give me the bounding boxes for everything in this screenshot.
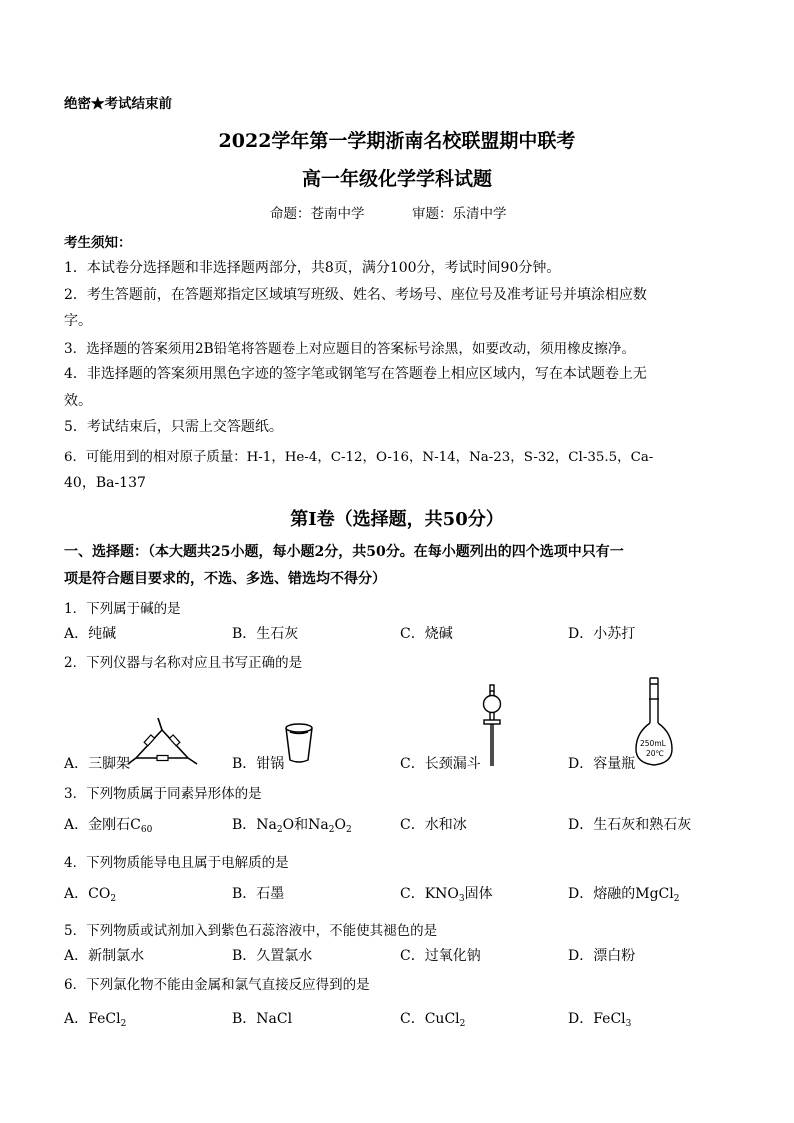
- option-a: A．新制氯水: [64, 948, 145, 964]
- option-d: D．熔融的MgCl$_2$: [568, 886, 680, 904]
- option-a: A．纯碱: [64, 626, 117, 642]
- section-title: 第Ⅰ卷（选择题，共50分）: [290, 509, 504, 530]
- option-c: C．长颈漏斗: [400, 756, 481, 772]
- option-d: D．FeCl$_3$: [568, 1011, 632, 1029]
- setter-label: 命题：苍南中学: [270, 206, 365, 222]
- notice-item: 4．非选择题的答案须用黑色字迹的签字笔或钢笔写在答题卷上相应区域内，写在本试题卷上无: [64, 366, 647, 382]
- question-stem: 1．下列属于碱的是: [64, 601, 181, 617]
- notice-heading: 考生须知：: [64, 235, 132, 251]
- option-b: B．NaCl: [232, 1011, 293, 1027]
- exam-subtitle: 高一年级化学学科试题: [301, 168, 492, 190]
- option-a: A．$CO_2$: [64, 886, 117, 904]
- notice-item: 效。: [64, 393, 92, 409]
- option-d: D．漂白粉: [568, 948, 636, 964]
- question-stem: 2．下列仪器与名称对应且书写正确的是: [64, 655, 303, 671]
- option-c: C．CuCl$_2$: [400, 1011, 466, 1029]
- option-c: C．烧碱: [400, 626, 453, 642]
- option-a: A．金刚石$C_{60}$: [64, 817, 153, 835]
- section-instruction: 一、选择题：（本大题共25小题，每小题2分，共50分。在每小题列出的四个选项中只有一: [64, 544, 624, 560]
- option-b: B．石墨: [232, 886, 285, 902]
- option-d: D．容量瓶: [568, 756, 636, 772]
- question-stem: 4．下列物质能导电且属于电解质的是: [64, 855, 289, 871]
- crucible-image: [284, 722, 314, 764]
- option-a: A．FeCl$_2$: [64, 1011, 127, 1029]
- flask-temp-label: 20℃: [646, 749, 664, 758]
- confidential-label: 绝密★考试结束前: [64, 96, 172, 112]
- section-instruction: 项是符合题目要求的，不选、多选、错选均不得分）: [64, 571, 386, 587]
- option-b: B．生石灰: [232, 626, 299, 642]
- option-a: A．三脚架: [64, 756, 131, 772]
- question-stem: 6．下列氯化物不能由金属和氯气直接反应得到的是: [64, 977, 370, 993]
- question-stem: 5．下列物质或试剂加入到紫色石蕊溶液中，不能使其褪色的是: [64, 923, 438, 939]
- option-c: C．水和冰: [400, 817, 467, 833]
- reviewer-label: 审题：乐清中学: [412, 206, 507, 222]
- option-d: D．生石灰和熟石灰: [568, 817, 692, 833]
- exam-title: 2022学年第一学期浙南名校联盟期中联考: [218, 130, 576, 152]
- option-b: B．钳锅: [232, 756, 285, 772]
- flask-volume-label: 250mL: [640, 739, 666, 748]
- option-c: C．过氧化钠: [400, 948, 481, 964]
- notice-item: 字。: [64, 313, 92, 329]
- question-stem: 3．下列物质属于同素异形体的是: [64, 786, 262, 802]
- notice-item: 3．选择题的答案须用2B铅笔将答题卷上对应题目的答案标号涂黑，如要改动，须用橡皮擦净。: [64, 341, 636, 357]
- clay-triangle-image: [128, 716, 198, 766]
- notice-item: 6．可能用到的相对原子质量：H-1，He-4，C-12，O-16，N-14，Na-23，S-32，Cl-35.5，Ca-: [64, 450, 654, 465]
- option-d: D．小苏打: [568, 626, 636, 642]
- option-b: B．$Na_2O$和$Na_2O_2$: [232, 817, 352, 835]
- notice-item: 5．考试结束后，只需上交答题纸。: [64, 419, 283, 435]
- option-c: C．$KNO_3$固体: [400, 886, 493, 904]
- option-b: B．久置氯水: [232, 948, 313, 964]
- notice-item: 40，Ba-137: [64, 475, 146, 491]
- notice-item: 1．本试卷分选择题和非选择题两部分，共8页，满分100分，考试时间90分钟。: [64, 260, 561, 276]
- notice-item: 2．考生答题前，在答题郑指定区域填写班级、姓名、考场号、座位号及准考证号并填涂相应数: [64, 287, 647, 303]
- funnel-image: [478, 684, 506, 768]
